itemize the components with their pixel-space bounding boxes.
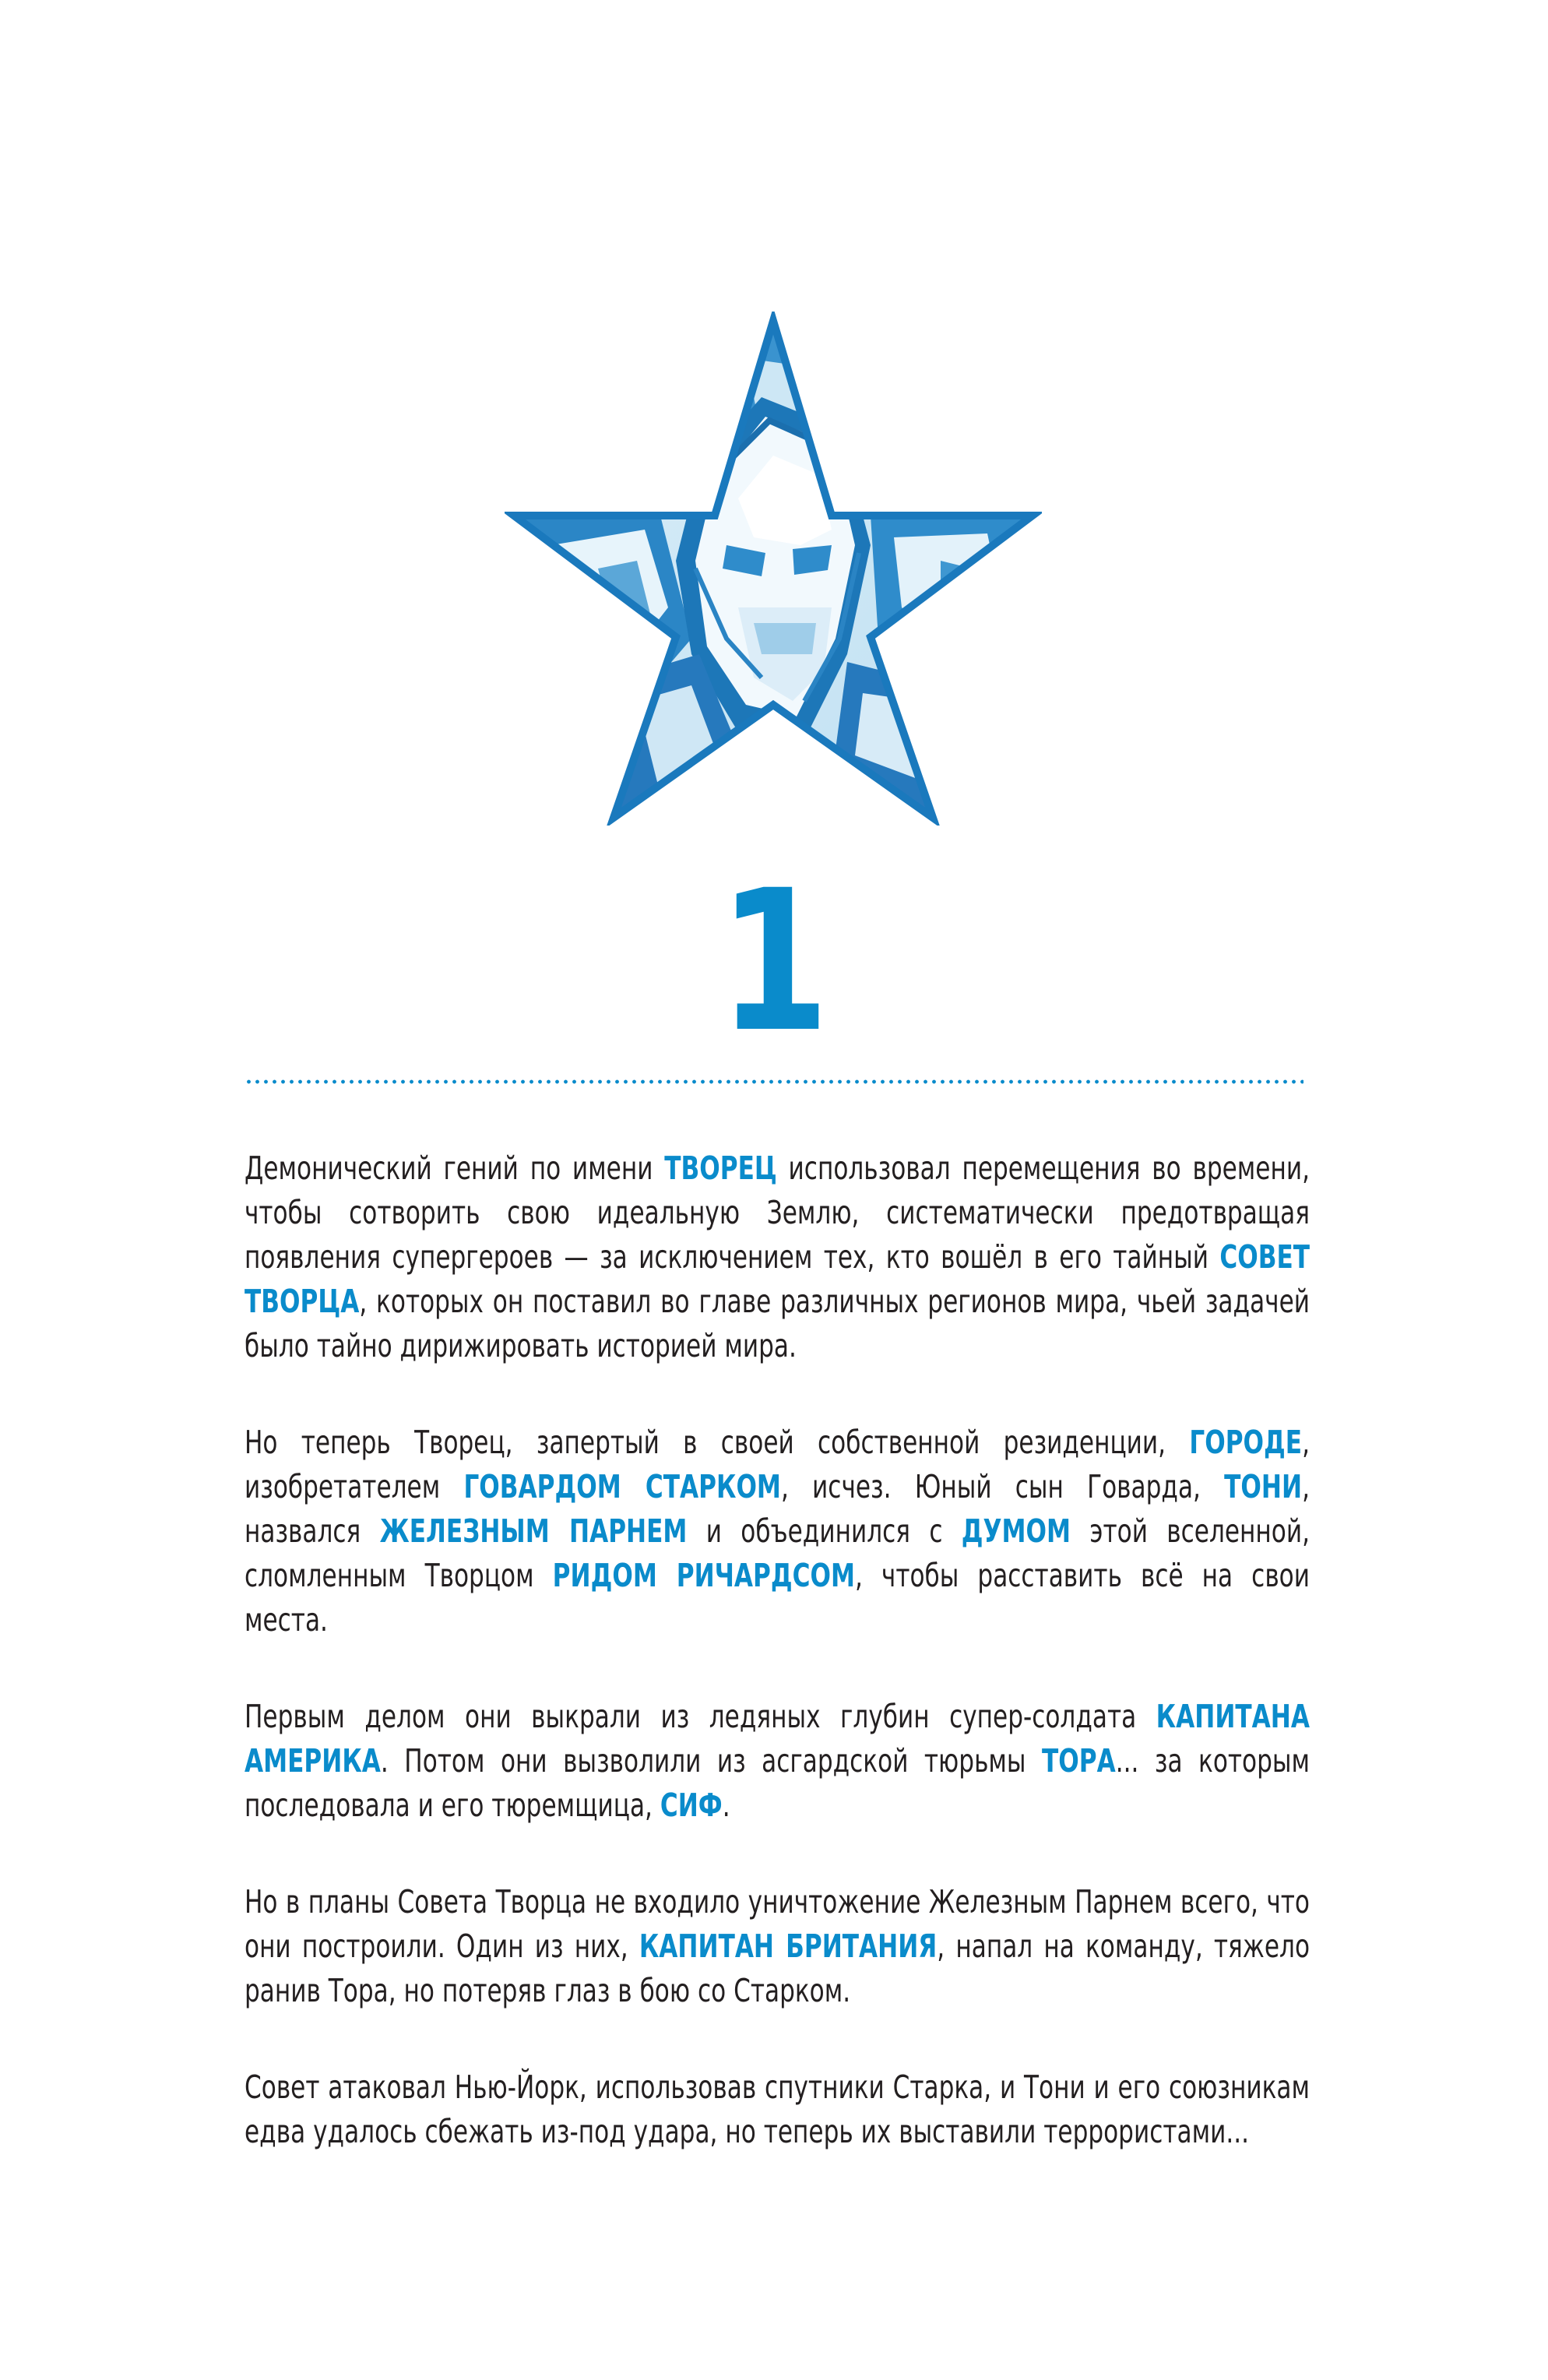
recap-paragraph-5 (245, 2065, 1310, 2154)
recap-paragraph-4 (245, 1880, 1310, 2013)
text-segment: , назвался (245, 1468, 1310, 1550)
dotted-divider (245, 1079, 1303, 1084)
highlighted-name: ТОНИ (1224, 1468, 1303, 1505)
recap-paragraph-3 (245, 1695, 1310, 1828)
highlighted-name: РИДОМ РИЧАРДСОМ (552, 1557, 855, 1594)
highlighted-name: ДУМОМ (961, 1512, 1071, 1550)
highlighted-name: КАПИТАН БРИТАНИЯ (639, 1928, 938, 1965)
text-segment: , чтобы расставить всё на свои места. (245, 1557, 1310, 1639)
highlighted-name: КАПИТАНА АМЕРИКА (245, 1698, 1310, 1780)
highlighted-name: ГОРОДЕ (1189, 1424, 1303, 1461)
recap-text (245, 1146, 1310, 2206)
star-emblem-iron-man-icon (505, 312, 1042, 826)
text-segment: , напал на команду, тяжело ранив Тора, но потеряв глаз в бою со Старком. (245, 1928, 1311, 2009)
highlighted-name: ЖЕЛЕЗНЫМ ПАРНЕМ (379, 1512, 688, 1550)
recap-paragraph-2 (245, 1421, 1310, 1642)
text-segment: этой вселенной, сломленным Творцом (245, 1512, 1311, 1594)
text-segment: , которых он поставил во главе различных регионов мира, чьей задачей было тайно дирижировать историей мира. (245, 1283, 1310, 1364)
highlighted-name: ГОВАРДОМ СТАРКОМ (463, 1468, 781, 1505)
text-segment: . (722, 1787, 730, 1824)
text-segment: Демонический гений по имени (245, 1150, 665, 1187)
highlighted-name: СОВЕТ ТВОРЦА (245, 1238, 1310, 1320)
highlighted-name: СИФ (660, 1787, 723, 1824)
highlighted-name: ТВОРЕЦ (664, 1150, 777, 1187)
text-segment: , исчез. Юный сын Говарда, (780, 1468, 1225, 1505)
text-segment: Но в планы Совета Творца не входило уничтожение Железным Парнем всего, что они построили. Один из них, (245, 1883, 1310, 1965)
text-segment: ... за которым последовала и его тюремщица, (245, 1742, 1310, 1824)
text-segment: Первым делом они выкрали из ледяных глубин супер-солдата (245, 1698, 1156, 1735)
text-segment: , изобретателем (245, 1424, 1310, 1505)
text-segment: . Потом они вызволили из асгардской тюрьмы (380, 1742, 1043, 1780)
recap-paragraph-1 (245, 1146, 1310, 1368)
text-segment: использовал перемещения во времени, чтобы сотворить свою идеальную Землю, систематически предотвращая появления супергероев — за исключением тех, кто вошёл в его тайный (245, 1150, 1310, 1276)
text-segment: и объединился с (687, 1512, 962, 1550)
text-segment: Совет атаковал Нью-Йорк, использовав спутники Старка, и Тони и его союзникам едва удалось сбежать из-под удара, но теперь их выставили террористами... (245, 2068, 1310, 2150)
chapter-number: 1 (718, 848, 830, 1075)
text-segment: Но теперь Творец, запертый в своей собственной резиденции, (245, 1424, 1190, 1461)
highlighted-name: ТОРА (1042, 1742, 1116, 1780)
